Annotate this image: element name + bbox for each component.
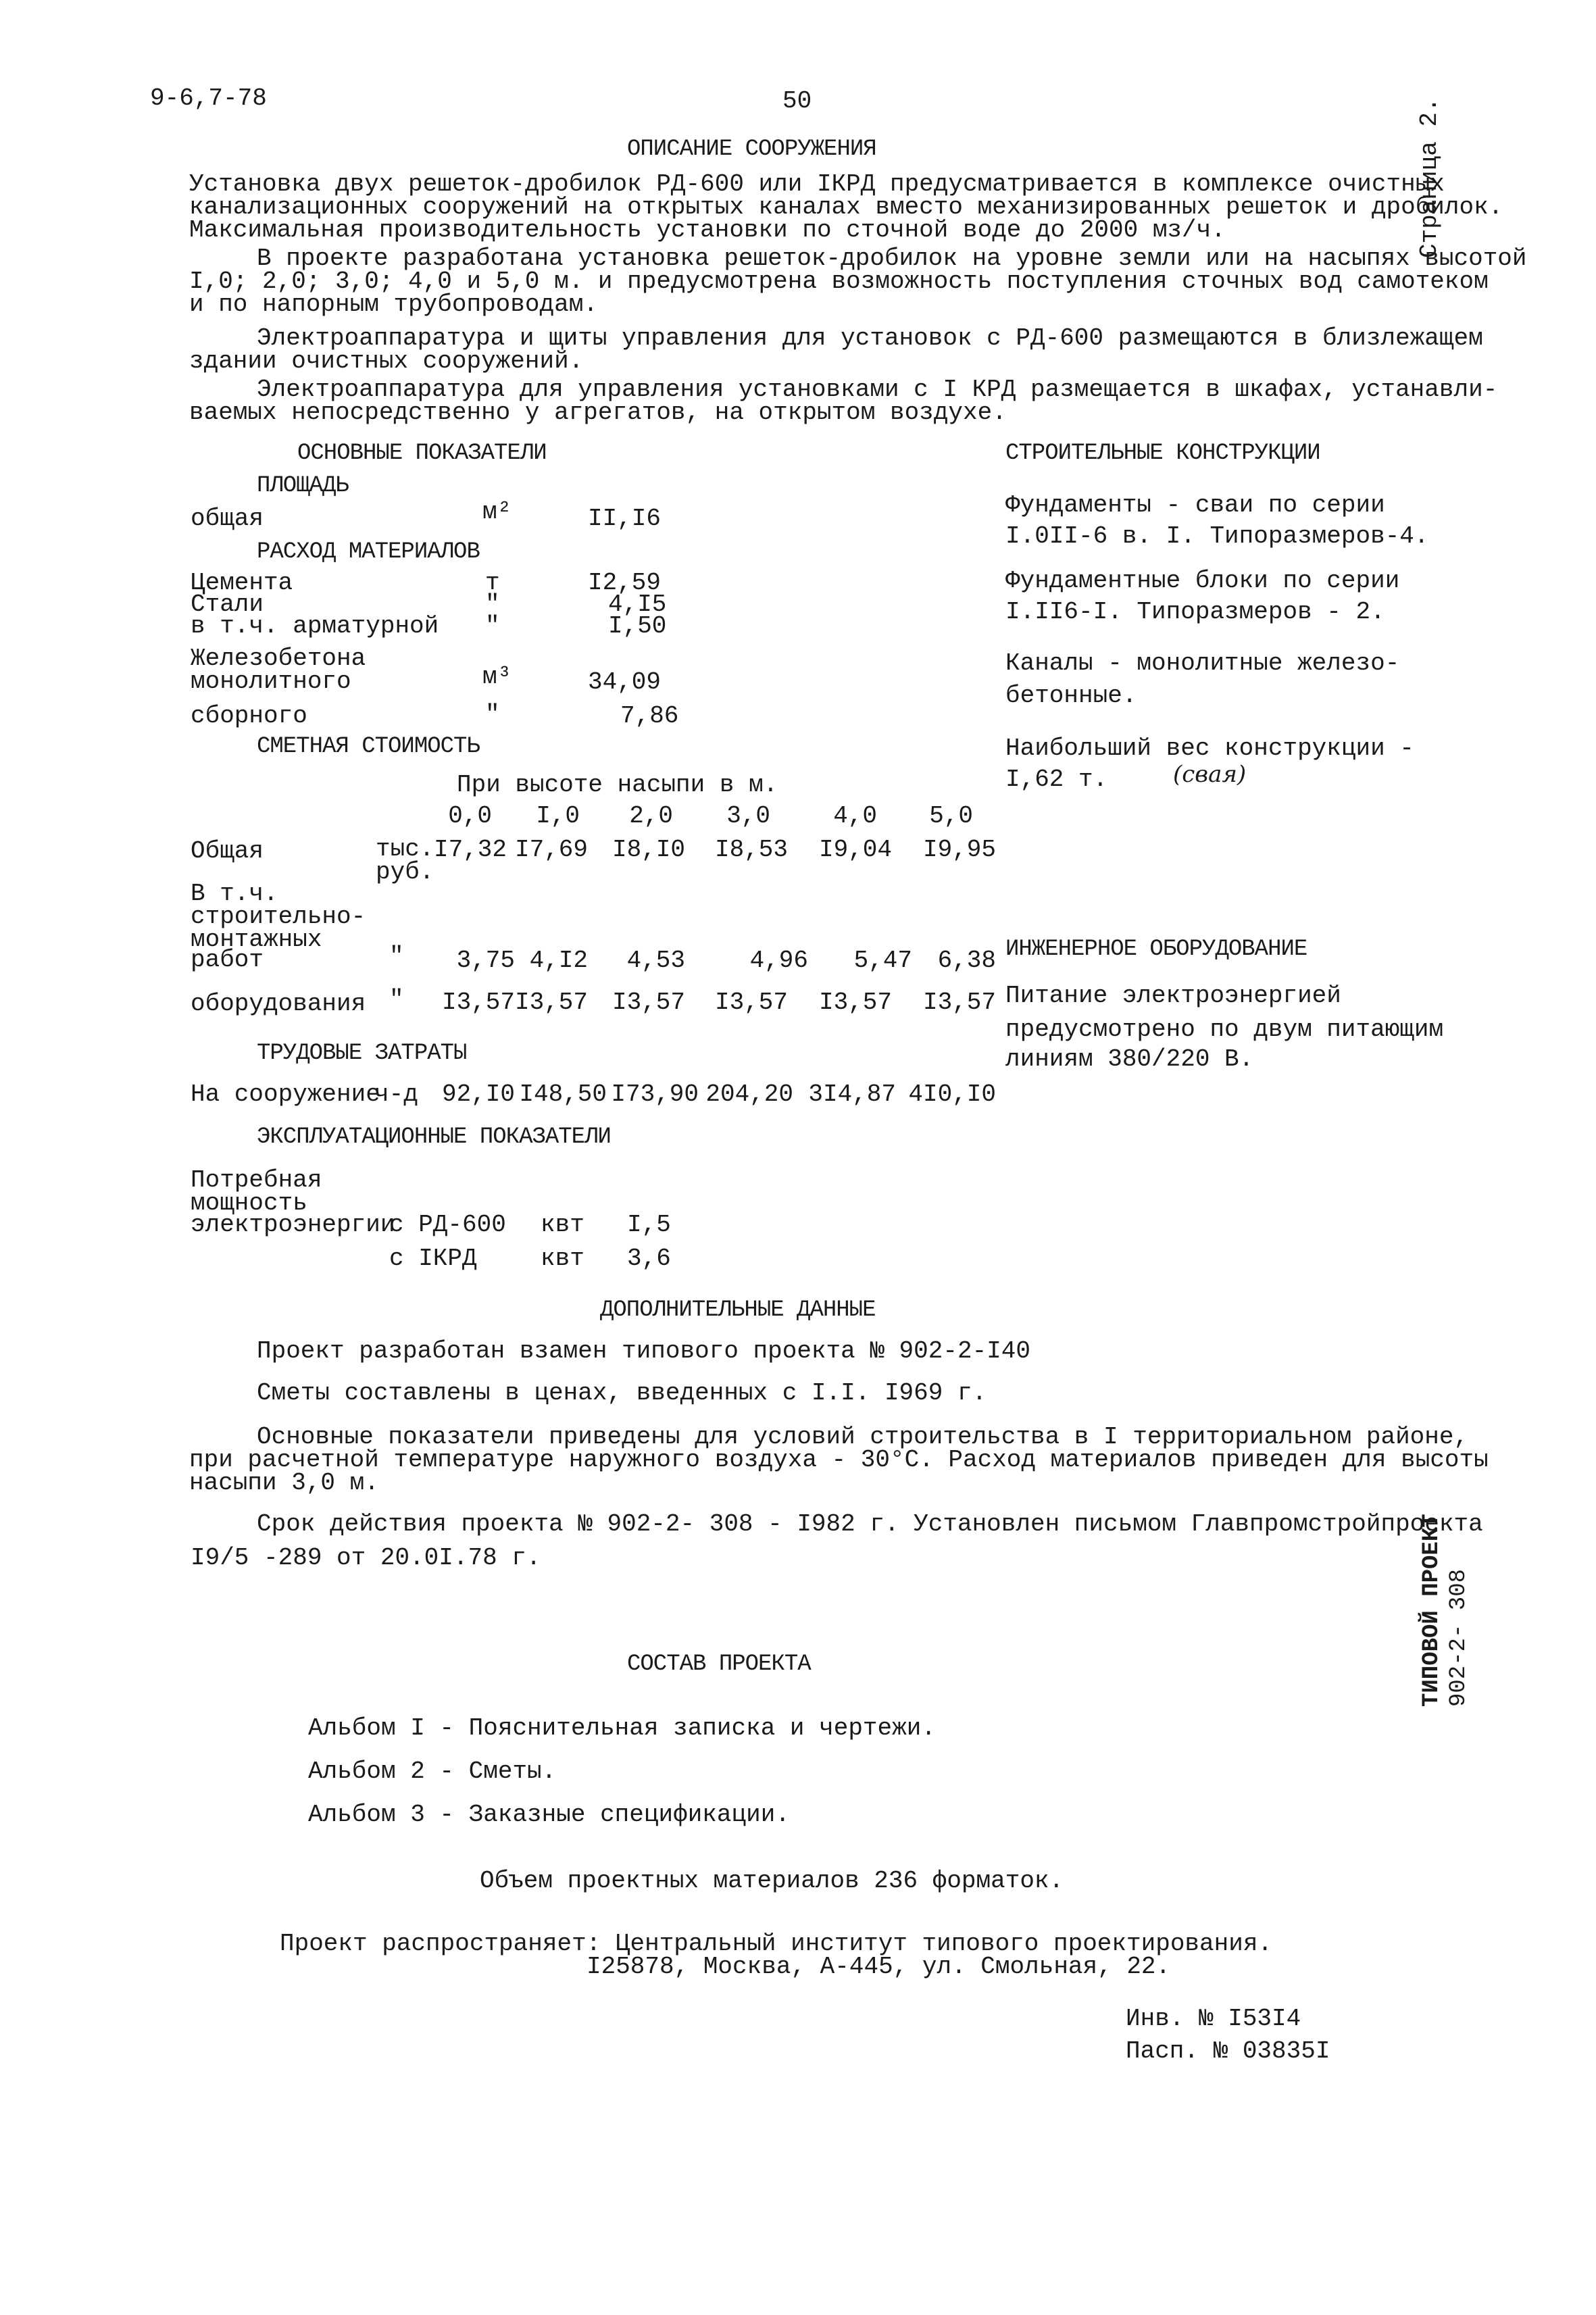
height-header: 0,0 bbox=[448, 802, 492, 830]
cost-total-value: I9,95 bbox=[922, 836, 996, 864]
concrete-prefab-label: сборного bbox=[191, 702, 307, 730]
power-unit: квт bbox=[541, 1245, 584, 1272]
cost-total-label: Общая bbox=[191, 837, 264, 865]
area-label: общая bbox=[191, 505, 264, 532]
material-value: I2,59 bbox=[588, 569, 662, 597]
paragraph-line: здании очистных сооружений. bbox=[189, 347, 584, 375]
concrete-label: Железобетона bbox=[191, 645, 366, 672]
material-label: Стали bbox=[191, 591, 264, 618]
material-label: в т.ч. арматурной bbox=[191, 612, 439, 640]
section-title-composition: СОСТАВ ПРОЕКТА bbox=[627, 1651, 811, 1677]
power-unit: квт bbox=[541, 1211, 584, 1239]
power-variant: с РД-600 bbox=[389, 1211, 506, 1239]
cost-total-value: I8,I0 bbox=[612, 836, 685, 864]
power-label: электроэнергии bbox=[191, 1211, 395, 1239]
section-title-structures: СТРОИТЕЛЬНЫЕ КОНСТРУКЦИИ bbox=[1005, 441, 1320, 466]
cost-total-unit: тыс. bbox=[376, 835, 434, 863]
cost-equipment-value: I3,57 bbox=[922, 989, 996, 1016]
volume-line: Объем проектных материалов 236 форматок. bbox=[480, 1867, 1064, 1895]
cost-incl-label: монтажных bbox=[191, 926, 322, 953]
additional-line: Основные показатели приведены для условий строительства в I территориальном районе, bbox=[257, 1423, 1469, 1451]
section-title-engineering: ИНЖЕНЕРНОЕ ОБОРУДОВАНИЕ bbox=[1005, 937, 1307, 962]
side-page-label: Страница 2. bbox=[1416, 97, 1443, 258]
subsection-labor: ТРУДОВЫЕ ЗАТРАТЫ bbox=[257, 1041, 467, 1066]
cost-construction-value: 3,75 bbox=[456, 947, 515, 974]
cost-equipment-unit: " bbox=[389, 986, 404, 1014]
height-header: I,0 bbox=[536, 802, 580, 830]
structure-line: Наибольший вес конструкции - bbox=[1005, 735, 1414, 762]
page-number: 50 bbox=[782, 87, 812, 115]
labor-unit: ч-д bbox=[374, 1080, 418, 1108]
cost-construction-value: 6,38 bbox=[937, 947, 996, 974]
distributor-line: I25878, Москва, А-445, ул. Смольная, 22. bbox=[587, 1953, 1171, 1981]
inventory-number: Инв. № I53I4 bbox=[1126, 2005, 1301, 2033]
cost-table bbox=[0, 0, 1014, 1149]
paragraph-line: и по напорным трубопроводам. bbox=[189, 291, 598, 318]
concrete-prefab-value: 7,86 bbox=[620, 702, 679, 730]
labor-value: I73,90 bbox=[611, 1080, 699, 1108]
structure-line: I,62 т. bbox=[1005, 766, 1108, 793]
paragraph-line: Установка двух решеток-дробилок РД-600 или IКРД предусматривается в комплексе очистных bbox=[189, 170, 1445, 198]
area-unit: м² bbox=[482, 498, 512, 526]
power-label: Потребная bbox=[191, 1166, 322, 1194]
paragraph-line: Максимальная производительность установки по сточной воде до 2000 мз/ч. bbox=[189, 216, 1226, 244]
engineering-line: Питание электроэнергией bbox=[1005, 982, 1341, 1010]
paragraph-line: Электроаппаратура и щиты управления для установок с РД-600 размещаются в близлежащем bbox=[257, 324, 1483, 352]
height-header: 3,0 bbox=[726, 802, 770, 830]
cost-equipment-value: I3,57 bbox=[441, 989, 515, 1016]
material-label: Цемента bbox=[191, 569, 293, 597]
cost-construction-value: 4,I2 bbox=[529, 947, 588, 974]
album-line: Альбом 3 - Заказные спецификации. bbox=[308, 1801, 790, 1828]
power-value: 3,6 bbox=[627, 1245, 671, 1272]
material-unit: " bbox=[485, 612, 500, 640]
cost-total-unit2: руб. bbox=[376, 858, 434, 886]
cost-total-value: I7,69 bbox=[514, 836, 588, 864]
height-header: 4,0 bbox=[833, 802, 877, 830]
cost-equipment-label: оборудования bbox=[191, 990, 366, 1018]
labor-value: 4I0,I0 bbox=[908, 1080, 996, 1108]
structure-line: Фундаментные блоки по серии bbox=[1005, 567, 1400, 595]
album-line: Альбом I - Пояснительная записка и чертежи. bbox=[308, 1714, 936, 1742]
structure-line: Каналы - монолитные железо- bbox=[1005, 649, 1400, 677]
cost-equipment-value: I3,57 bbox=[612, 989, 685, 1016]
subsection-operation: ЭКСПЛУАТАЦИОННЫЕ ПОКАЗАТЕЛИ bbox=[257, 1124, 611, 1150]
cost-total-value: I9,04 bbox=[818, 836, 892, 864]
height-header: 5,0 bbox=[929, 802, 973, 830]
height-header: 2,0 bbox=[629, 802, 673, 830]
cost-construction-value: 4,53 bbox=[626, 947, 685, 974]
cost-equipment-value: I3,57 bbox=[818, 989, 892, 1016]
concrete-mono-unit: м³ bbox=[482, 663, 512, 691]
subsection-cost: СМЕТНАЯ СТОИМОСТЬ bbox=[257, 734, 480, 760]
side-project-label: ТИПОВОЙ ПРОЕКТ bbox=[1419, 1514, 1445, 1707]
concrete-mono-value: 34,09 bbox=[588, 668, 662, 696]
additional-line: насыпи 3,0 м. bbox=[189, 1469, 379, 1497]
subsection-area: ПЛОЩАДЬ bbox=[257, 473, 349, 499]
material-unit: " bbox=[485, 591, 500, 618]
cost-incl-label: строительно- bbox=[191, 903, 366, 930]
cost-construction-value: 4,96 bbox=[749, 947, 808, 974]
concrete-label: монолитного bbox=[191, 668, 351, 695]
additional-line: Срок действия проекта № 902-2- 308 - I982 г. Установлен письмом Главпромстройпроекта bbox=[257, 1510, 1483, 1538]
paragraph-line: ваемых непосредственно у агрегатов, на открытом воздухе. bbox=[189, 399, 1007, 426]
material-unit: т bbox=[485, 569, 500, 597]
power-value: I,5 bbox=[627, 1211, 671, 1239]
additional-line: Сметы составлены в ценах, введенных с I.I. I969 г. bbox=[257, 1379, 987, 1407]
cost-incl-label: работ bbox=[191, 946, 264, 974]
paragraph-line: канализационных сооружений на открытых каналах вместо механизированных решеток и дробилок. bbox=[189, 193, 1503, 221]
cost-construction-value: 5,47 bbox=[853, 947, 912, 974]
structure-line: Фундаменты - сваи по серии bbox=[1005, 491, 1385, 519]
engineering-line: предусмотрено по двум питающим bbox=[1005, 1016, 1444, 1043]
cost-incl-label: В т.ч. bbox=[191, 880, 278, 907]
power-variant: с IКРД bbox=[389, 1245, 477, 1272]
labor-label: На сооружение bbox=[191, 1080, 380, 1108]
labor-value: 3I4,87 bbox=[808, 1080, 896, 1108]
labor-value: 204,20 bbox=[705, 1080, 793, 1108]
document-code: 9-6,7-78 bbox=[150, 84, 267, 112]
material-value: I,50 bbox=[608, 612, 667, 640]
engineering-line: линиям 380/220 В. bbox=[1005, 1045, 1254, 1073]
additional-line: I9/5 -289 от 20.0I.78 г. bbox=[191, 1544, 541, 1572]
structure-line: бетонные. bbox=[1005, 682, 1137, 710]
structure-line: I.0II-6 в. I. Типоразмеров-4. bbox=[1005, 522, 1429, 550]
additional-line: Проект разработан взамен типового проекта № 902-2-I40 bbox=[257, 1337, 1030, 1365]
power-label: мощность bbox=[191, 1189, 307, 1217]
labor-value: 92,I0 bbox=[441, 1080, 515, 1108]
cost-equipment-value: I3,57 bbox=[514, 989, 588, 1016]
height-caption: При высоте насыпи в м. bbox=[457, 771, 778, 799]
additional-line: при расчетной температуре наружного воздуха - 30°С. Расход материалов приведен для высоты bbox=[189, 1446, 1489, 1474]
passport-number: Пасп. № 03835I bbox=[1126, 2037, 1330, 2065]
area-value: II,I6 bbox=[588, 505, 662, 532]
handwritten-note: (свая) bbox=[1173, 761, 1247, 788]
cost-total-value: I7,32 bbox=[433, 836, 507, 864]
section-title-additional: ДОПОЛНИТЕЛЬНЫЕ ДАННЫЕ bbox=[600, 1297, 876, 1323]
section-title-indicators: ОСНОВНЫЕ ПОКАЗАТЕЛИ bbox=[297, 441, 547, 466]
section-title-description: ОПИСАНИЕ СООРУЖЕНИЯ bbox=[627, 136, 876, 162]
cost-construction-unit: " bbox=[389, 943, 404, 970]
side-project-number: 902-2- 308 bbox=[1446, 1568, 1472, 1707]
paragraph-line: В проекте разработана установка решеток-дробилок на уровне земли или на насыпях высотой bbox=[257, 245, 1527, 272]
cost-total-value: I8,53 bbox=[714, 836, 788, 864]
cost-equipment-value: I3,57 bbox=[714, 989, 788, 1016]
album-line: Альбом 2 - Сметы. bbox=[308, 1758, 557, 1785]
distributor-line: Проект распространяет: Центральный институт типового проектирования. bbox=[280, 1930, 1273, 1958]
labor-value: I48,50 bbox=[519, 1080, 607, 1108]
material-value: 4,I5 bbox=[608, 591, 667, 618]
paragraph-line: I,0; 2,0; 3,0; 4,0 и 5,0 м. и предусмотрена возможность поступления сточных вод самотеком bbox=[189, 268, 1489, 295]
structure-line: I.II6-I. Типоразмеров - 2. bbox=[1005, 598, 1385, 626]
paragraph-line: Электроаппаратура для управления установками с I КРД размещается в шкафах, устанавли- bbox=[257, 376, 1498, 403]
concrete-prefab-unit: " bbox=[485, 701, 500, 728]
subsection-materials: РАСХОД МАТЕРИАЛОВ bbox=[257, 539, 480, 565]
